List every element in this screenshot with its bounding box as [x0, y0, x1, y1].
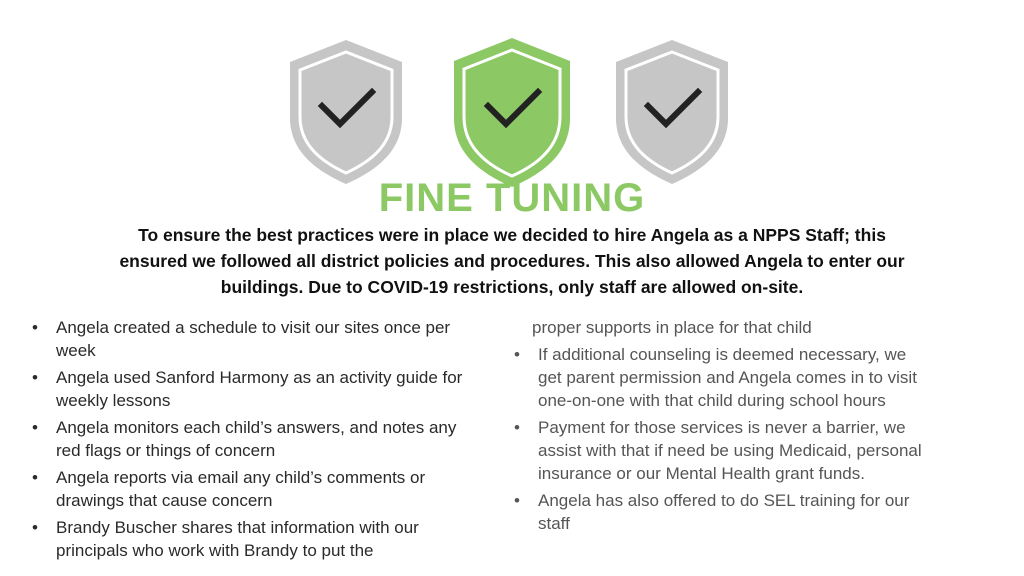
right-bullet-list: [512, 316, 922, 539]
check-shield-icon-center: [454, 38, 570, 187]
list-item: • Angela created a schedule to visit our sites once per week: [32, 318, 451, 360]
list-item: • Angela used Sanford Harmony as an activity guide for weekly lessons: [32, 368, 463, 410]
list-item: • Angela reports via email any child’s comments or drawings that cause concern: [32, 468, 426, 510]
bullet-icon: •: [514, 345, 520, 364]
list-item: • Angela has also offered to do SEL training for our staff: [514, 491, 910, 533]
bullet-icon: •: [32, 318, 38, 337]
left-bullet-list: [30, 316, 480, 566]
bullet-icon: •: [514, 418, 520, 437]
bullet-icon: •: [514, 491, 520, 510]
list-item: • If additional counseling is deemed necessary, we get parent permission and Angela comes in to visit one-on-one with that child during school hours: [514, 345, 917, 410]
bullet-icon: •: [32, 368, 38, 387]
list-item: • Payment for those services is never a barrier, we assist with that if need be using Medicaid, personal insurance or our Mental Health grant funds.: [514, 418, 922, 483]
intro-paragraph: To ensure the best practices were in place we decided to hire Angela as a NPPS Staff; this ensured we followed all district policies and procedures. This also allowed Angela to enter our buildings. Due to COVID-19 restrictions, only staff are allowed on-site.: [119, 225, 905, 297]
check-shield-icon-right: [616, 40, 728, 184]
bullet-icon: •: [32, 518, 38, 537]
continued-text: proper supports in place for that child: [532, 318, 812, 337]
list-item: • Angela monitors each child’s answers, and notes any red flags or things of concern: [32, 418, 457, 460]
shields-graphic: [0, 0, 1024, 200]
list-item: • Brandy Buscher shares that information with our principals who work with Brandy to put the: [32, 518, 419, 560]
page-title: FINE TUNING: [378, 176, 646, 220]
check-shield-icon-left: [290, 40, 402, 184]
bullet-icon: •: [32, 468, 38, 487]
bullet-icon: •: [32, 418, 38, 437]
